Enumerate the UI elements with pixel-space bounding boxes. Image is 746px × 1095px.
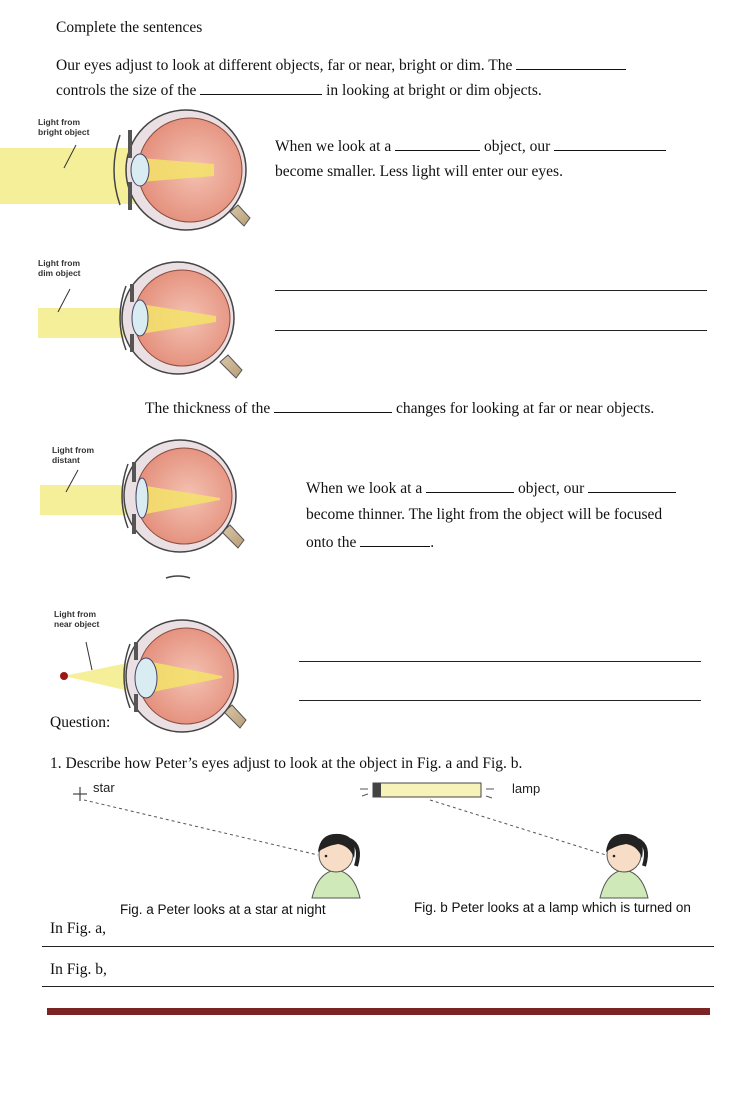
iris-top-2 xyxy=(130,284,134,302)
eye3-text-c: onto the xyxy=(306,534,357,551)
thickness-text-a: The thickness of the xyxy=(145,400,271,417)
question-1-text: 1. Describe how Peter’s eyes adjust to look at the object in Fig. a and Fig. b. xyxy=(50,755,523,772)
eye3-text-b: object, our xyxy=(517,480,585,497)
answer-label-fig-a: In Fig. a, xyxy=(50,920,106,937)
peter-figure-b xyxy=(600,834,648,898)
eye1-sentence-1 xyxy=(275,136,666,157)
eye3-sentence-2: become thinner. The light from the object will be focused xyxy=(306,506,663,523)
thickness-sentence xyxy=(145,398,654,419)
iris-top-3 xyxy=(132,462,136,482)
intro-line-1-text: Our eyes adjust to look at different objects, far or near, bright or dim. The xyxy=(56,57,513,74)
star-icon xyxy=(73,787,87,801)
iris-bottom-1 xyxy=(128,182,132,210)
answer-line-fig-a[interactable] xyxy=(42,946,714,947)
blank-eye3-part[interactable] xyxy=(588,478,676,493)
footer-bar xyxy=(47,1008,710,1015)
blank-eye3-object[interactable] xyxy=(426,478,514,493)
question-heading: Question: xyxy=(50,714,111,731)
eye-diagram-dim xyxy=(38,262,242,378)
label-distant xyxy=(52,445,94,465)
iris-bottom-4 xyxy=(134,694,138,712)
eye3-sentence-3 xyxy=(306,532,434,553)
iris-top-1 xyxy=(128,130,132,158)
blank-eye3-focus[interactable] xyxy=(360,532,430,547)
star-label: star xyxy=(93,780,115,795)
lens-3 xyxy=(136,478,148,518)
eye-3-arc xyxy=(166,576,190,578)
label-bright-line1: Light from xyxy=(38,117,81,127)
lens-2 xyxy=(132,300,148,336)
answer-line-near-1[interactable] xyxy=(299,661,701,662)
eye1-sentence-2: become smaller. Less light will enter our eyes. xyxy=(275,163,563,180)
lamp-label: lamp xyxy=(512,781,541,796)
label-distant-line2: distant xyxy=(52,455,80,465)
iris-bottom-3 xyxy=(132,514,136,534)
label-dim-object xyxy=(38,258,81,278)
fig-a-caption: Fig. a Peter looks at a star at night xyxy=(120,902,326,917)
iris-top-4 xyxy=(134,642,138,660)
near-object-dot xyxy=(60,672,68,680)
pointer-4 xyxy=(86,642,92,670)
lens-4 xyxy=(135,658,157,698)
intro-line-2-text-a: controls the size of the xyxy=(56,82,197,99)
eye1-text-b: object, our xyxy=(483,138,551,155)
blank-eye1-object[interactable] xyxy=(395,136,480,151)
intro-line-2-text-b: in looking at bright or dim objects. xyxy=(326,82,542,99)
answer-line-dim-2[interactable] xyxy=(275,330,707,331)
label-bright-object xyxy=(38,117,89,137)
fig-b-caption: Fig. b Peter looks at a lamp which is turned on xyxy=(414,900,691,915)
optic-nerve-2 xyxy=(220,355,242,378)
eye1-text-a: When we look at a xyxy=(275,138,392,155)
answer-line-fig-b[interactable] xyxy=(42,986,714,987)
label-near-line1: Light from xyxy=(54,609,97,619)
answer-line-near-2[interactable] xyxy=(299,700,701,701)
thickness-text-b: changes for looking at far or near objects. xyxy=(396,400,655,417)
label-dim-line2: dim object xyxy=(38,268,81,278)
eye3-text-a: When we look at a xyxy=(306,480,423,497)
sightline-lamp xyxy=(430,800,606,855)
sightline-star xyxy=(84,800,318,855)
label-near-line2: near object xyxy=(54,619,100,629)
label-dim-line1: Light from xyxy=(38,258,81,268)
iris-bottom-2 xyxy=(130,334,134,352)
label-distant-line1: Light from xyxy=(52,445,95,455)
worksheet-title: Complete the sentences xyxy=(56,19,203,36)
figure-illustration xyxy=(73,783,648,898)
blank-eye1-part[interactable] xyxy=(554,136,666,151)
answer-line-dim-1[interactable] xyxy=(275,290,707,291)
label-near-object xyxy=(54,609,99,629)
label-bright-line2: bright object xyxy=(38,127,90,137)
blank-thickness[interactable] xyxy=(274,398,392,413)
answer-label-fig-b: In Fig. b, xyxy=(50,961,107,978)
lens-1 xyxy=(131,154,149,186)
eye3-sentence-1 xyxy=(306,478,676,499)
lamp-icon xyxy=(360,783,494,798)
eye3-text-period: . xyxy=(430,534,435,551)
peter-figure-a xyxy=(312,834,360,898)
